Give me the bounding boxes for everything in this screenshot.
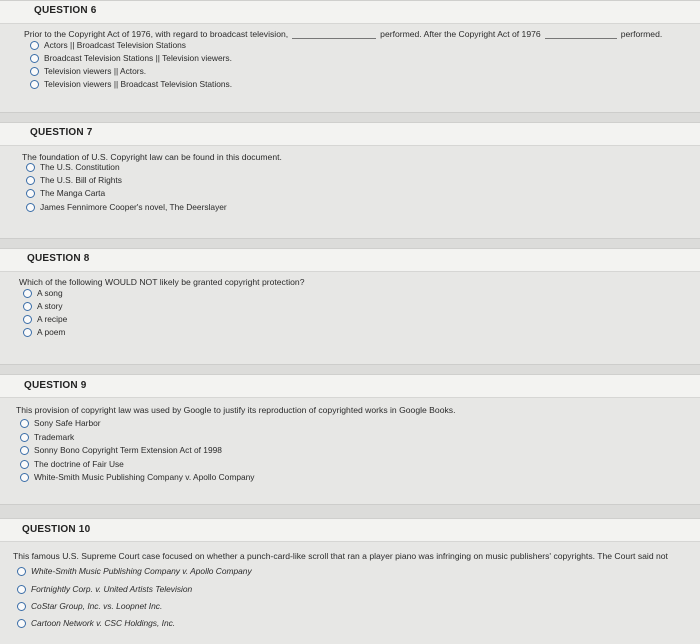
- q9-option-2[interactable]: Trademark: [20, 432, 74, 442]
- radio-icon[interactable]: [17, 602, 26, 611]
- question-7: [0, 122, 700, 238]
- question-9: [0, 374, 700, 504]
- radio-icon[interactable]: [26, 203, 35, 212]
- question-10: [0, 518, 700, 644]
- radio-icon[interactable]: [30, 41, 39, 50]
- q9-option-1[interactable]: Sony Safe Harbor: [20, 418, 101, 428]
- question-9-header: [0, 374, 700, 398]
- q10-option-2[interactable]: Fortnightly Corp. v. United Artists Television: [17, 584, 192, 594]
- radio-icon[interactable]: [26, 176, 35, 185]
- q6-option-1[interactable]: Actors || Broadcast Television Stations: [30, 40, 186, 50]
- blank-1: [292, 30, 376, 39]
- blank-2: [545, 30, 617, 39]
- question-6: [0, 0, 700, 112]
- question-6-prompt: Prior to the Copyright Act of 1976, with regard to broadcast television, performed. After the Copyright Act of 1976 performed.: [24, 29, 663, 39]
- radio-icon[interactable]: [26, 189, 35, 198]
- q7-option-1[interactable]: The U.S. Constitution: [26, 162, 120, 172]
- radio-icon[interactable]: [20, 473, 29, 482]
- radio-icon[interactable]: [23, 328, 32, 337]
- question-8-title: QUESTION 8: [27, 253, 90, 264]
- question-7-title: QUESTION 7: [30, 127, 93, 138]
- radio-icon[interactable]: [20, 460, 29, 469]
- q6-option-4[interactable]: Television viewers || Broadcast Television Stations.: [30, 79, 232, 89]
- radio-icon[interactable]: [23, 302, 32, 311]
- q9-option-3[interactable]: Sonny Bono Copyright Term Extension Act of 1998: [20, 445, 222, 455]
- radio-icon[interactable]: [30, 80, 39, 89]
- question-6-title: QUESTION 6: [34, 5, 97, 16]
- radio-icon[interactable]: [17, 619, 26, 628]
- q6-option-2[interactable]: Broadcast Television Stations || Television viewers.: [30, 53, 232, 63]
- q7-option-4[interactable]: James Fennimore Cooper's novel, The Deerslayer: [26, 202, 227, 212]
- q6-option-3[interactable]: Television viewers || Actors.: [30, 66, 146, 76]
- radio-icon[interactable]: [20, 419, 29, 428]
- radio-icon[interactable]: [23, 289, 32, 298]
- q7-option-2[interactable]: The U.S. Bill of Rights: [26, 175, 122, 185]
- question-10-prompt: This famous U.S. Supreme Court case focused on whether a punch-card-like scroll that ran a player piano was infringing on music publishers' copyrights. The Court said not: [13, 551, 668, 561]
- radio-icon[interactable]: [30, 54, 39, 63]
- q10-option-3[interactable]: CoStar Group, Inc. vs. Loopnet Inc.: [17, 601, 162, 611]
- radio-icon[interactable]: [20, 433, 29, 442]
- question-6-header: [0, 0, 700, 24]
- radio-icon[interactable]: [17, 567, 26, 576]
- question-8: [0, 248, 700, 364]
- question-9-title: QUESTION 9: [24, 380, 87, 391]
- radio-icon[interactable]: [26, 163, 35, 172]
- q8-option-4[interactable]: A poem: [23, 327, 65, 337]
- question-9-prompt: This provision of copyright law was used by Google to justify its reproduction of copyrighted works in Google Books.: [16, 405, 456, 415]
- radio-icon[interactable]: [30, 67, 39, 76]
- question-7-prompt: The foundation of U.S. Copyright law can be found in this document.: [22, 152, 282, 162]
- q9-option-5[interactable]: White-Smith Music Publishing Company v. Apollo Company: [20, 472, 254, 482]
- question-10-header: [0, 518, 700, 542]
- q9-option-4[interactable]: The doctrine of Fair Use: [20, 459, 124, 469]
- question-10-title: QUESTION 10: [22, 524, 91, 535]
- question-8-prompt: Which of the following WOULD NOT likely be granted copyright protection?: [19, 277, 305, 287]
- q10-option-4[interactable]: Cartoon Network v. CSC Holdings, Inc.: [17, 618, 175, 628]
- radio-icon[interactable]: [23, 315, 32, 324]
- question-8-header: [0, 248, 700, 272]
- radio-icon[interactable]: [17, 585, 26, 594]
- radio-icon[interactable]: [20, 446, 29, 455]
- question-7-header: [0, 122, 700, 146]
- q8-option-2[interactable]: A story: [23, 301, 63, 311]
- q10-option-1[interactable]: White-Smith Music Publishing Company v. Apollo Company: [17, 566, 252, 576]
- q8-option-3[interactable]: A recipe: [23, 314, 67, 324]
- q8-option-1[interactable]: A song: [23, 288, 63, 298]
- q7-option-3[interactable]: The Manga Carta: [26, 188, 105, 198]
